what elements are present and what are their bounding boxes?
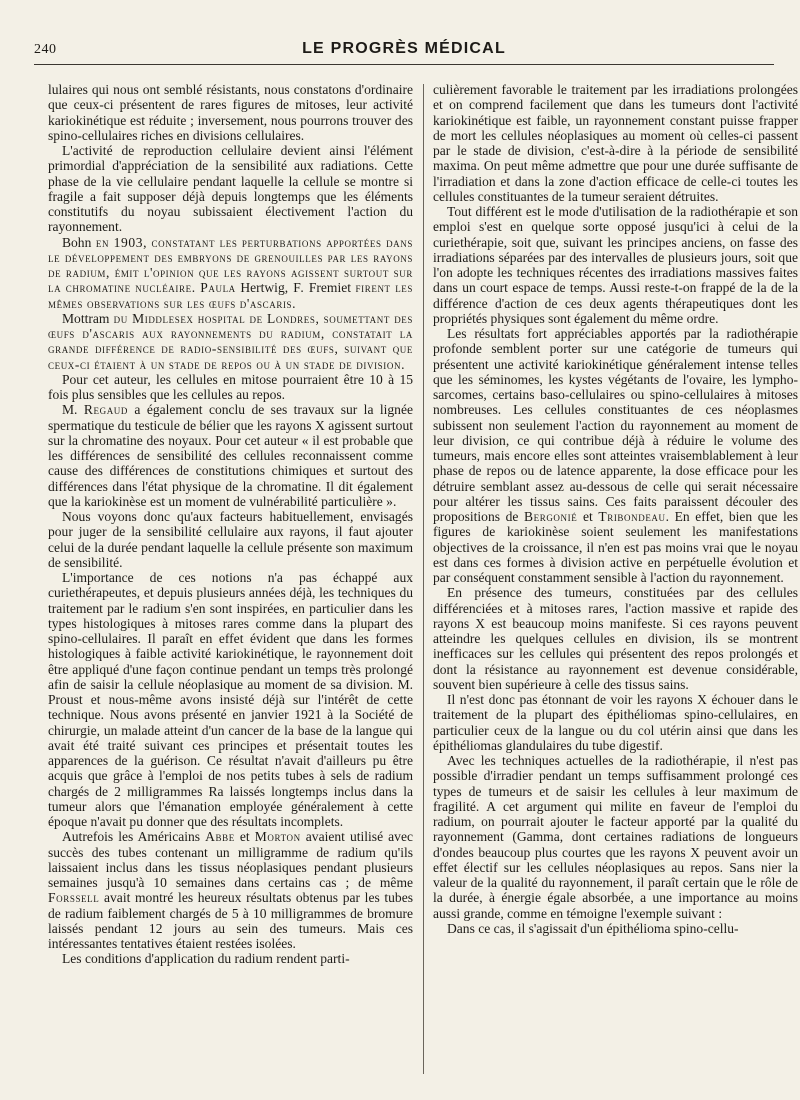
author-name: du Middlesex hospital de Londres, soumettant des œufs d'ascaris aux rayonnements du radium, constatait la grande différence de radio-sensibilité des œufs, suivant que ceux-ci étaient à un stade de repos ou à un stade de division. <box>48 310 413 372</box>
paragraph-text: Les conditions d'application du radium rendent parti- <box>62 951 350 967</box>
author-name: Abbe <box>205 829 235 845</box>
column-divider <box>423 84 424 1074</box>
header-rule <box>34 64 774 65</box>
paragraph-text: a également conclu de ses travaux sur la lignée spermatique du testicule de bélier que les rayons X agissent surtout sur la chromatine des noyaux. Pour cet auteur « il est probable que les différences de sensibilité des cellules reconnaissent comme cause des différences de constitutions chimiques et surtout des différences dans l'état physique de la chromatine. Il dit également que la kariokinèse est un moment de vulnérabilité particulière ». <box>48 402 413 509</box>
paragraph <box>433 204 798 326</box>
paragraph <box>48 143 413 235</box>
paragraph-text: et <box>234 829 255 845</box>
page-number: 240 <box>34 42 57 57</box>
paragraph-text: culièrement favorable le traitement par les irradiations prolongées et on comprend facilement que dans les tumeurs dont l'activité kariokinétique est faible, un rayonnement constant puisse frapper de mort les cellules néoplasiques au moment où celles-ci passent par le stade de division, c'est-à-dire à la période de sensibilité maxima. On peut même admettre que pour une durée suffisante de l'irradiation et dans la zone d'action efficace de celle-ci toutes les cellules constituantes de la tumeur seraient détruites. <box>433 82 798 204</box>
page-header <box>34 38 774 66</box>
paragraph-text: Les résultats fort appréciables apportés par la radiothérapie profonde semblent porter sur une catégorie de tumeurs qui présentent une activité kariokinétique généralement intense telles que les séminomes, les kystes végétants de l'ovaire, les lympho-sarcomes, certains baso-cellulaires ou spino-cellulaires à mitoses nombreuses. Les cellules constituantes de ces néoplasmes subissent non seulement l'action du rayonnement au moment de leur division, ce qui contribue déjà à réduire le volume des tumeurs, mais encore elles sont atteintes vraisemblablement à leur phase de repos ou de latence apparente, la dose efficace pour les détruire semblant assez au-dessous de celle qui serait nécessaire pour altérer les tissus sains. Ces faits paraissent découler des propositions de <box>433 326 798 524</box>
author-name: Bergonié <box>524 509 578 524</box>
paragraph <box>433 753 798 921</box>
paragraph-text: Dans ce cas, il s'agissait d'un épithélioma spino-cellu- <box>447 920 739 936</box>
paragraph-text: avaient utilisé avec succès des tubes contenant un milligramme de radium qu'ils laissaient inclus dans les tissus néoplasiques pendant plusieurs semaines jusqu'à 10 semaines dans certains cas ; de même <box>48 829 413 890</box>
paragraph-text: M. <box>62 402 84 418</box>
author-name: , F. <box>284 280 309 296</box>
paragraph <box>48 829 413 951</box>
paragraph <box>433 692 798 753</box>
paragraph <box>48 82 413 143</box>
paragraph-text: et <box>577 509 599 524</box>
paragraph-text: L'importance de ces notions n'a pas échappé aux curiethérapeutes, et depuis plusieurs années déjà, les techniques du traitement par le radium s'en sont inspirées, en particulier dans les types histologiques à mitoses rares comme dans la plupart des spino-cellulaires. Il paraît en effet évident que dans les formes histologiques à faible activité kariokinétique, le rayonnement doit être appliqué d'une façon continue pendant un temps très prolongé afin de saisir la cellule néoplasique au moment de sa division. M. Proust et nous-même avons insisté déjà sur l'intérêt de cette technique. Nous avons présenté en janvier 1921 à la Société de chirurgie, un malade atteint d'un cancer de la base de la langue qui avait été traité suivant ces principes et présentait toutes les apparences de la guérison. Ce résultat n'avait d'ailleurs pu être acquis que grâce à l'emploi de nos petits tubes à sels de radium chargés de 2 milligrammes Ra laissés longtemps inclus dans la tumeur alors que l'émanation employée généralement à cette époque n'avait pu donner que des résultats incomplets. <box>48 570 413 829</box>
journal-title: LE PROGRÈS MÉDICAL <box>302 40 506 57</box>
paragraph-text: Autrefois les Américains <box>62 829 206 845</box>
paragraph-text: lulaires qui nous ont semblé résistants, nous constatons d'ordinaire que ceux-ci présentent de rares figures de mitoses, leur activité kariokinétique est réduite ; inversement, nous pourrons trouver des spino-cellulaires riches en divisions cellulaires. <box>48 82 413 143</box>
paragraph <box>48 372 413 403</box>
author-name: en 1903, constatant les perturbations apportées dans le développement des embryons de grenouilles par les rayons de radium, émit l'opinion que les rayons agissent surtout sur la chromatine nucléaire. Paula <box>48 234 413 296</box>
author-name: Tribondeau <box>598 509 666 524</box>
paragraph <box>48 951 413 966</box>
paragraph-text: En présence des tumeurs, constituées par des cellules différenciées et à mitoses rares, l'action massive et rapide des rayons X est beaucoup moins manifeste. Si ces rayons peuvent atteindre les quelques cellules en division, ils se montrent inefficaces sur les cellules qui présentent des repos prolongés et dont la résistance au rayonnement est devenue considérable, souvent bien supérieure à celle des tissus sains. <box>433 585 798 692</box>
paragraph <box>48 509 413 570</box>
paragraph <box>48 235 413 311</box>
paragraph <box>48 311 413 372</box>
author-name: Regaud <box>83 402 128 418</box>
paragraph <box>433 82 798 204</box>
paragraph-text: Nous voyons donc qu'aux facteurs habituellement, envisagés pour juger de la sensibilité cellulaire aux rayons, il faut ajouter celui de la durée pendant laquelle la cellule présente son maximum de sensibilité. <box>48 509 413 570</box>
paragraph-text: . En effet, bien que les figures de kariokinèse soient seulement les manifestations objectives de la croissance, il n'en est pas moins vrai que le noyau est dans ces formes à division active en perpétuelle évolution et par conséquent constamment sensible à l'action du rayonnement. <box>433 509 798 585</box>
paragraph-text: L'activité de reproduction cellulaire devient ainsi l'élément primordial d'appréciation de la sensibilité aux radiations. Cette phase de la vie cellulaire pendant laquelle la cellule se montre si fragile a fait supposer déjà depuis longtemps que les éléments constitutifs du noyau subissaient électivement l'action du rayonnement. <box>48 143 413 235</box>
paragraph <box>48 570 413 829</box>
paragraph <box>433 585 798 692</box>
left-column <box>48 82 413 1082</box>
paragraph-text: Fremiet <box>308 280 351 296</box>
paragraph-text: Mottram <box>62 310 110 326</box>
paragraph <box>433 326 798 585</box>
paragraph <box>433 921 798 936</box>
paragraph-text: Il n'est donc pas étonnant de voir les rayons X échouer dans le traitement de la plupart des épithéliomas spino-cellulaires, en particulier ceux de la langue ou du col utérin ainsi que dans les épithéliomas glandulaires du tube digestif. <box>433 692 798 753</box>
paragraph-text: Hertwig <box>240 280 285 296</box>
author-name: Forssell <box>48 890 100 906</box>
author-name: Morton <box>254 829 301 845</box>
paragraph <box>48 402 413 509</box>
paragraph-text: Tout différent est le mode d'utilisation de la radiothérapie et son emploi s'est en quelque sorte opposé jusqu'ici à celui de la curiethérapie, soit que, suivant les principes anciens, on fasse des irradiations séparées par des intervalles de plusieurs jours, soit que l'on adopte les techniques récentes des irradiations massives faites dans un court espace de temps. Aussi reste-t-on frappé de la de la différence d'action de ces deux agents thérapeutiques dont les propriétés physiques sont également du même ordre. <box>433 204 798 326</box>
paragraph-text: Avec les techniques actuelles de la radiothérapie, il n'est pas possible d'irradier pendant un temps suffisamment prolongé ces types de tumeurs et de saisir les cellules à leur maximum de fragilité. A cet argument qui milite en faveur de l'emploi du radium, on pourrait ajouter le facteur apporté par la qualité du rayonnement (Gamma, dont certaines radiations de longueurs d'ondes beaucoup plus courtes que les rayons X peuvent avoir un effet électif sur les cellules néoplasiques au repos. Sans nier la valeur de la qualité du rayonnement, il paraît certain que le rôle de la durée, à énergie égale absorbée, a une importance au moins aussi grande, comme en témoigne l'exemple suivant : <box>433 753 798 921</box>
paragraph-text: avait montré les heureux résultats obtenus par les tubes de radium faiblement chargés de 5 à 10 milligrammes de bromure laissés pendant 12 jours au sein des tumeurs. Mais ces intéressantes tentatives étaient restées isolées. <box>48 890 413 951</box>
paragraph-text: Pour cet auteur, les cellules en mitose pourraient être 10 à 15 fois plus sensibles que les cellules au repos. <box>48 371 413 402</box>
article-body <box>48 82 798 1082</box>
author-name: firent les mêmes observations sur les œufs d'ascaris. <box>48 280 413 311</box>
right-column <box>433 82 798 1082</box>
paragraph-text: Bohn <box>62 234 92 250</box>
